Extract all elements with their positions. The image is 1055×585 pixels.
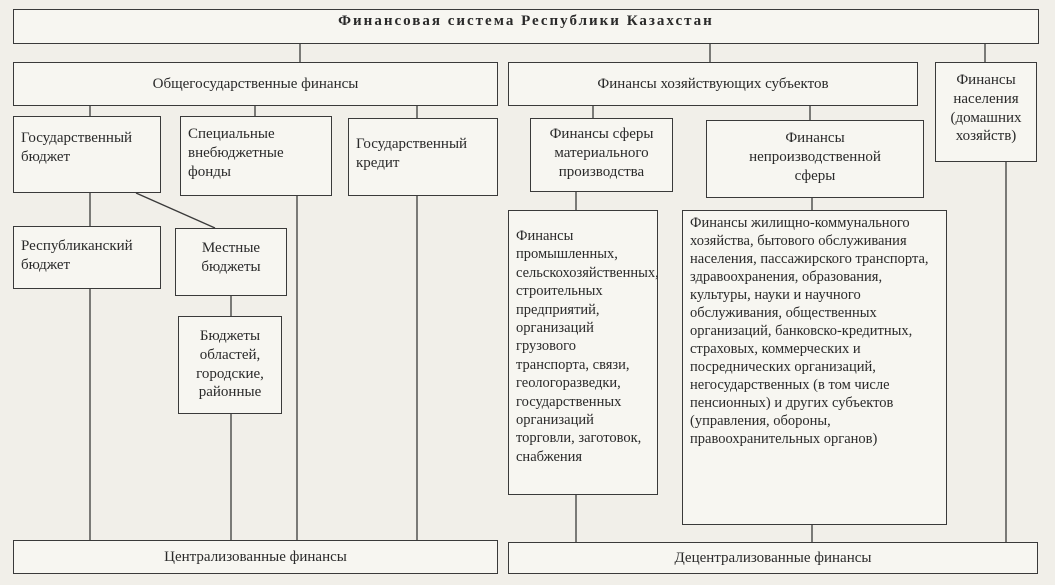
population-finance-label: Финансы населения (домашних хозяйств) [950, 72, 1022, 145]
state-budget-label: Государственный бюджет [21, 130, 133, 165]
centralized-finance-box [13, 540, 498, 574]
state-finance-box [13, 62, 498, 106]
state-credit-label: Государственный кредит [356, 136, 468, 171]
extrabudget-funds-label: Специальные внебюджетные фонды [188, 126, 284, 180]
republican-budget-label: Республиканский бюджет [21, 238, 133, 273]
regional-budgets-box [178, 316, 282, 414]
material-sphere-label: Финансы сферы материального производства [549, 126, 654, 180]
nonproduction-sphere-label: Финансы непроизводственной сферы [749, 130, 881, 184]
population-finance-box [935, 62, 1037, 162]
diagram-title-text: Финансовая система Республики Казахстан [338, 13, 714, 29]
business-finance-label: Финансы хозяйствующих субъектов [597, 75, 829, 92]
decentralized-finance-label: Децентрализованные финансы [674, 549, 872, 566]
local-budgets-box [175, 228, 287, 296]
nonproduction-detail-box [682, 210, 947, 525]
state-finance-label: Общегосударственные финансы [152, 75, 359, 92]
republican-budget-box [13, 226, 161, 289]
nonproduction-detail-text: Финансы жилищно-коммунального хозяйства, бытового обслуживания населения, пассажирского транспорта, здравоохранения, образования, культуры, науки и научного обслуживания, общественных организаций, банковско-кредитных, страховых, коммерческих и посреднических организаций, негосударственных (в том числе пенсионных) и других субъектов (управления, обороны, правоохранительных органов) [690, 215, 929, 447]
material-detail-text: Финансы промышленных, сельскохозяйственных, строительных предприятий, организаций грузового транспорта, связи, геологоразведки, государственных организаций торговли, заготовок, снабжения [516, 228, 659, 465]
centralized-finance-label: Централизованные финансы [164, 548, 347, 565]
state-credit-box [348, 118, 498, 196]
diagram-title [13, 9, 1039, 44]
local-budgets-label: Местные бюджеты [201, 240, 261, 275]
line-budget-local [136, 193, 215, 228]
regional-budgets-label: Бюджеты областей, городские, районные [196, 328, 264, 401]
nonproduction-sphere-box [706, 120, 924, 198]
material-sphere-box [530, 118, 673, 192]
extrabudget-funds-box [180, 116, 332, 196]
business-finance-box [508, 62, 918, 106]
decentralized-finance-box [508, 542, 1038, 574]
material-detail-box [508, 210, 658, 495]
state-budget-box [13, 116, 161, 193]
